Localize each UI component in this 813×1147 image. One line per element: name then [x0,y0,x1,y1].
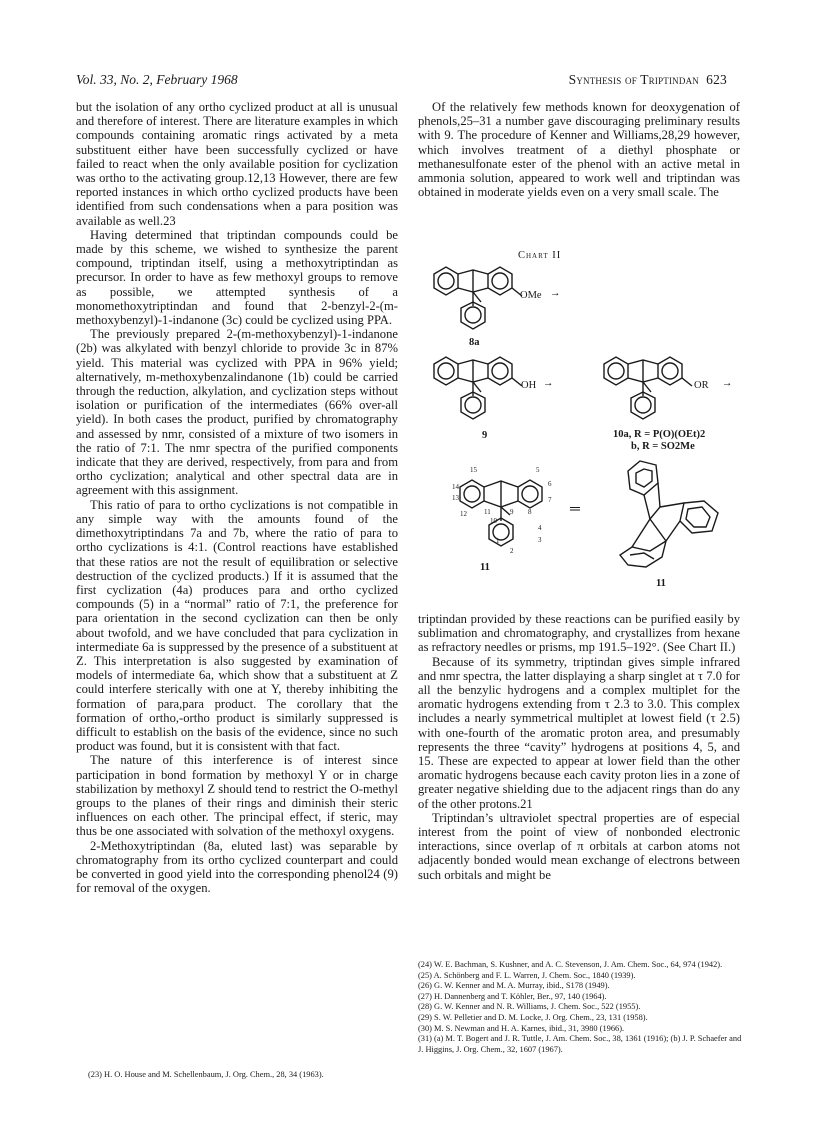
right-column-top [418,100,740,199]
footnote-left [88,1070,388,1081]
footnote: (29) S. W. Pelletier and D. M. Locke, J. Org. Chem., 23, 131 (1958). [418,1012,648,1022]
footnote: (30) M. S. Newman and H. A. Karnes, ibid., 31, 3980 (1966). [418,1023,625,1033]
atom-number: 12 [460,510,467,518]
or-label: OR [694,380,709,391]
footnotes-right [418,960,744,1055]
footnote: (26) G. W. Kenner and M. A. Murray, ibid., S178 (1949). [418,981,610,991]
paragraph: Of the relatively few methods known for deoxygenation of phenols,25–31 a number gave discouraging preliminary results with 9. The procedure of Kenner and Williams,28,29 however, which involves treatment of a diethyl phosphate or methanesulfonate ester of the phenol with an active metal in ammonia solution, appeared to work well and triptindan was obtained in moderate yields even on a very small scale. The [418,100,740,200]
paragraph: The previously prepared 2-(m-methoxybenzyl)-1-indanone (2b) was alkylated with benzyl chloride to provide 3c in 87% yield. This material was cyclized with PPA in 96% yield; alternatively, m-methoxybenzalindanone (1b) could be carried through the reduction, alkylation, and cyclization steps without isolation or purification of the intermediates (66% over-all yield). In both cases the product, purified by chromatography and assessed by nmr, consisted of a mixture of two isomers in the ratio of 7:1. The nmr spectra of the purified components indicate that they are derived, respectively, from para and from ortho cyclization; analytical and other spectral data are in agreement with this assignment. [76,327,398,498]
arrow-icon: → [543,378,554,389]
chart-title: Chart II [518,250,562,261]
atom-number: 13 [452,494,459,502]
atom-number: 6 [548,480,552,488]
footnote: (28) G. W. Kenner and N. R. Williams, J. Chem. Soc., 522 (1955). [418,1002,641,1012]
structure-9 [426,352,536,432]
left-column [76,100,398,895]
equals-sign: ═ [570,502,580,517]
page-number: 623 [706,72,727,87]
structure-11-numbered [452,445,562,560]
paragraph: Having determined that triptindan compounds could be made by this scheme, we wished to synthesize the parent compound, triptindan itself, using a methoxytriptindan as precursor. In order to have as few methoxyl groups to remove as possible, we attempted synthesis of a monomethoxytriptindan and found that 2-benzyl-2-(m-methoxybenzyl)-1-indanone (3c) could be cyclized using PPA. [76,227,398,328]
structure-11-perspective [600,455,730,575]
compound-label: b, R = SO2Me [631,441,695,452]
atom-number: 4 [538,524,542,532]
compound-label: 11 [656,578,666,589]
structure-8a [426,262,536,342]
paragraph: This ratio of para to ortho cyclizations is not compatible in any simple way with the amounts found of the dimethoxytriptindans 7a and 7b, where the ratio of para to ortho cyclizations is 4:1. (Control reactions have established that these ratios are not the result of equilibration or selective destruction of the cyclized products.) If it is assumed that the first cyclization (4a) produces para and ortho cyclized compounds (5) in a “normal” ratio of 7:1, the preference for para orientation in the second cyclization can then be only about twofold, and we have concluded that para cyclization in intermediate 6a is suppressed by the presence of a substituent at Z. This interpretation is also suggested by examination of models of intermediate 6a, which show that a substituent at Z could interfere sterically with one at Y, thereby inhibiting the formation of para,para product. The corollary that the formation of ortho,-ortho product is similarly suppressed is difficult to establish on the basis of the evidence, since no such product was found, but it is consistent with that fact. [76,497,398,754]
structure-10 [596,352,706,432]
paragraph: Triptindan’s ultraviolet spectral properties are of especial interest from the point of view of nonbonded electronic interactions, since overlap of π orbitals at carbon atoms not adjacently bonded would mean exchange of electrons between such orbitals and might be [418,810,740,882]
running-title: Synthesis of Triptindan [568,72,699,87]
atom-number: 14 [452,483,459,491]
right-column-bottom [418,612,740,882]
atom-number: 10 [490,517,497,525]
ome-label: OMe [520,290,542,301]
atom-number: 5 [536,466,540,474]
atom-number: 2 [510,547,514,555]
atom-number: 1 [496,537,500,545]
arrow-icon: → [722,378,733,389]
running-header-left: Vol. 33, No. 2, February 1968 [76,72,238,87]
compound-label: 10a, R = P(O)(OEt)2 [613,429,706,440]
atom-number: 11 [484,508,491,516]
compound-label: 8a [469,337,480,348]
atom-number: 3 [538,536,542,544]
running-header-right [569,72,727,88]
footnote: (31) (a) M. T. Bogert and J. R. Tuttle, J. Am. Chem. Soc., 38, 1361 (1916); (b) J. P. Schaefer and J. Higgins, J. Org. Chem., 32, 1607 (1967). [418,1034,742,1054]
footnote: (27) H. Dannenberg and T. Köhler, Ber., 97, 140 (1964). [418,991,607,1001]
paragraph: triptindan provided by these reactions can be purified easily by sublimation and chromatography, and crystallizes from hexane as refractory needles or prisms, mp 191.5–192°. (See Chart II.) [418,612,740,655]
paragraph: but the isolation of any ortho cyclized product at all is unusual and therefore of interest. There are literature examples in which compounds containing aromatic rings activated by a meta substituent either have been successfully cyclized or have failed to react when the only available position for cyclization was ortho to the activating group.12,13 However, there are few reported instances in which ortho cyclized products have been identified from such condensations when a para position was available as well.23 [76,100,398,228]
footnote: (25) A. Schönberg and F. L. Warren, J. Chem. Soc., 1840 (1939). [418,970,636,980]
paragraph: 2-Methoxytriptindan (8a, eluted last) was separable by chromatography from its ortho cyclized counterpart and could be converted in good yield into the corresponding phenol24 (9) for removal of the oxygen. [76,838,398,896]
arrow-icon: → [550,288,561,299]
footnote: (24) W. E. Bachman, S. Kushner, and A. C. Stevenson, J. Am. Chem. Soc., 64, 974 (1942). [418,960,723,969]
compound-label: 9 [482,430,488,441]
compound-label: 11 [480,562,490,573]
footnote: (23) H. O. House and M. Schellenbaum, J. Org. Chem., 28, 34 (1963). [88,1070,324,1079]
paragraph: Because of its symmetry, triptindan gives simple infrared and nmr spectra, the latter displaying a sharp singlet at τ 7.0 for all the benzylic hydrogens and a complex multiplet for the aromatic hydrogens extending from τ 2.3 to 3.0. This complex includes a nearly symmetrical multiplet at lowest field (τ 2.5) with one-fourth of the aromatic proton area, and presumably represents the three “cavity” hydrogens at positions 4, 5, and 15. These are expected to appear at lower field than the other aromatic hydrogens because each cavity proton lies in a zone of greater negative shielding due to the adjacent rings than do any of the other protons.21 [418,654,740,811]
atom-number: 15 [470,466,477,474]
atom-number: 9 [510,508,514,516]
atom-number: 7 [548,496,552,504]
paragraph: The nature of this interference is of interest since participation in bond formation by methoxyl Y or in charge stabilization by methoxyl Z should tend to restrict the O-methyl groups to the planes of their rings and diminish their steric influences on each other. The principal effect, if steric, may thus be one associated with solvation of the methoxyl oxygens. [76,753,398,839]
oh-label: OH [521,380,537,391]
atom-number: 8 [528,508,532,516]
